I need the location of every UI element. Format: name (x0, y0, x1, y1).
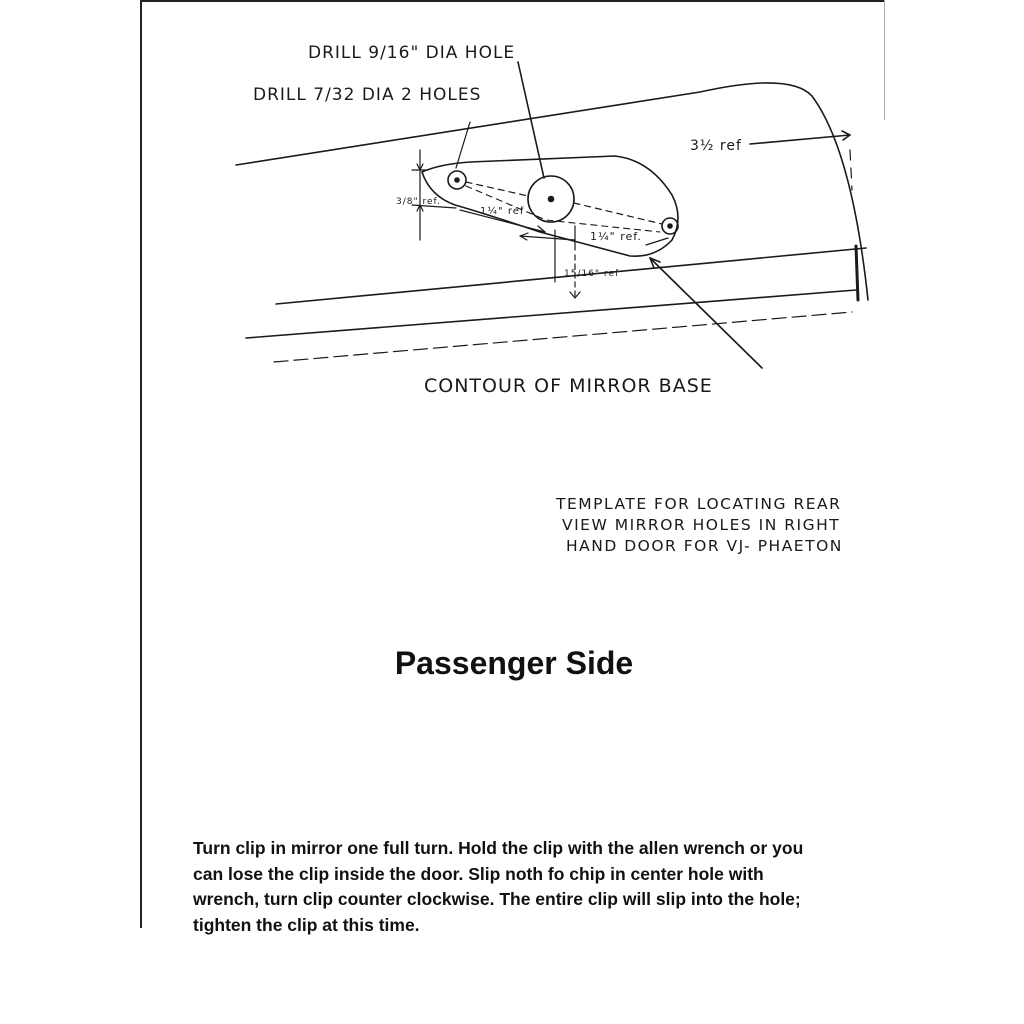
drill-large-label: DRILL 9/16" DIA HOLE (308, 43, 516, 63)
door-rear-edge (856, 246, 858, 300)
template-note-line-2: VIEW MIRROR HOLES IN RIGHT (562, 516, 841, 534)
template-note-line-3: HAND DOOR FOR VJ- PHAETON (566, 537, 843, 555)
dim-fifteen-sixteenths: 15/16" ref (564, 269, 620, 279)
template-note (556, 494, 843, 557)
dim-three-eighths: 3/8" ref. (396, 197, 441, 207)
door-top-edge (236, 83, 868, 300)
template-note-line-1: TEMPLATE FOR LOCATING REAR (556, 495, 842, 513)
drill-small-label: DRILL 7/32 DIA 2 HOLES (253, 85, 482, 105)
dim-one-quarter-a: 1¼" ref (480, 206, 525, 217)
dim-one-quarter-b: 1¼" ref. (590, 230, 642, 243)
dim-three-half: 3½ ref (690, 138, 742, 154)
instructions-paragraph: Turn clip in mirror one full turn. Hold the clip with the allen wrench or you can lose the clip inside the door. Slip noth fo chip in center hole with wrench, turn clip counter clockwise. The entire clip will slip into the hole; tighten the clip at this time. (193, 838, 804, 935)
door-lower-line (246, 290, 856, 338)
contour-label: CONTOUR OF MIRROR BASE (424, 375, 713, 397)
page-title: Passenger Side (394, 645, 634, 681)
door-bottom-line (274, 312, 852, 362)
leader-contour (650, 258, 762, 368)
